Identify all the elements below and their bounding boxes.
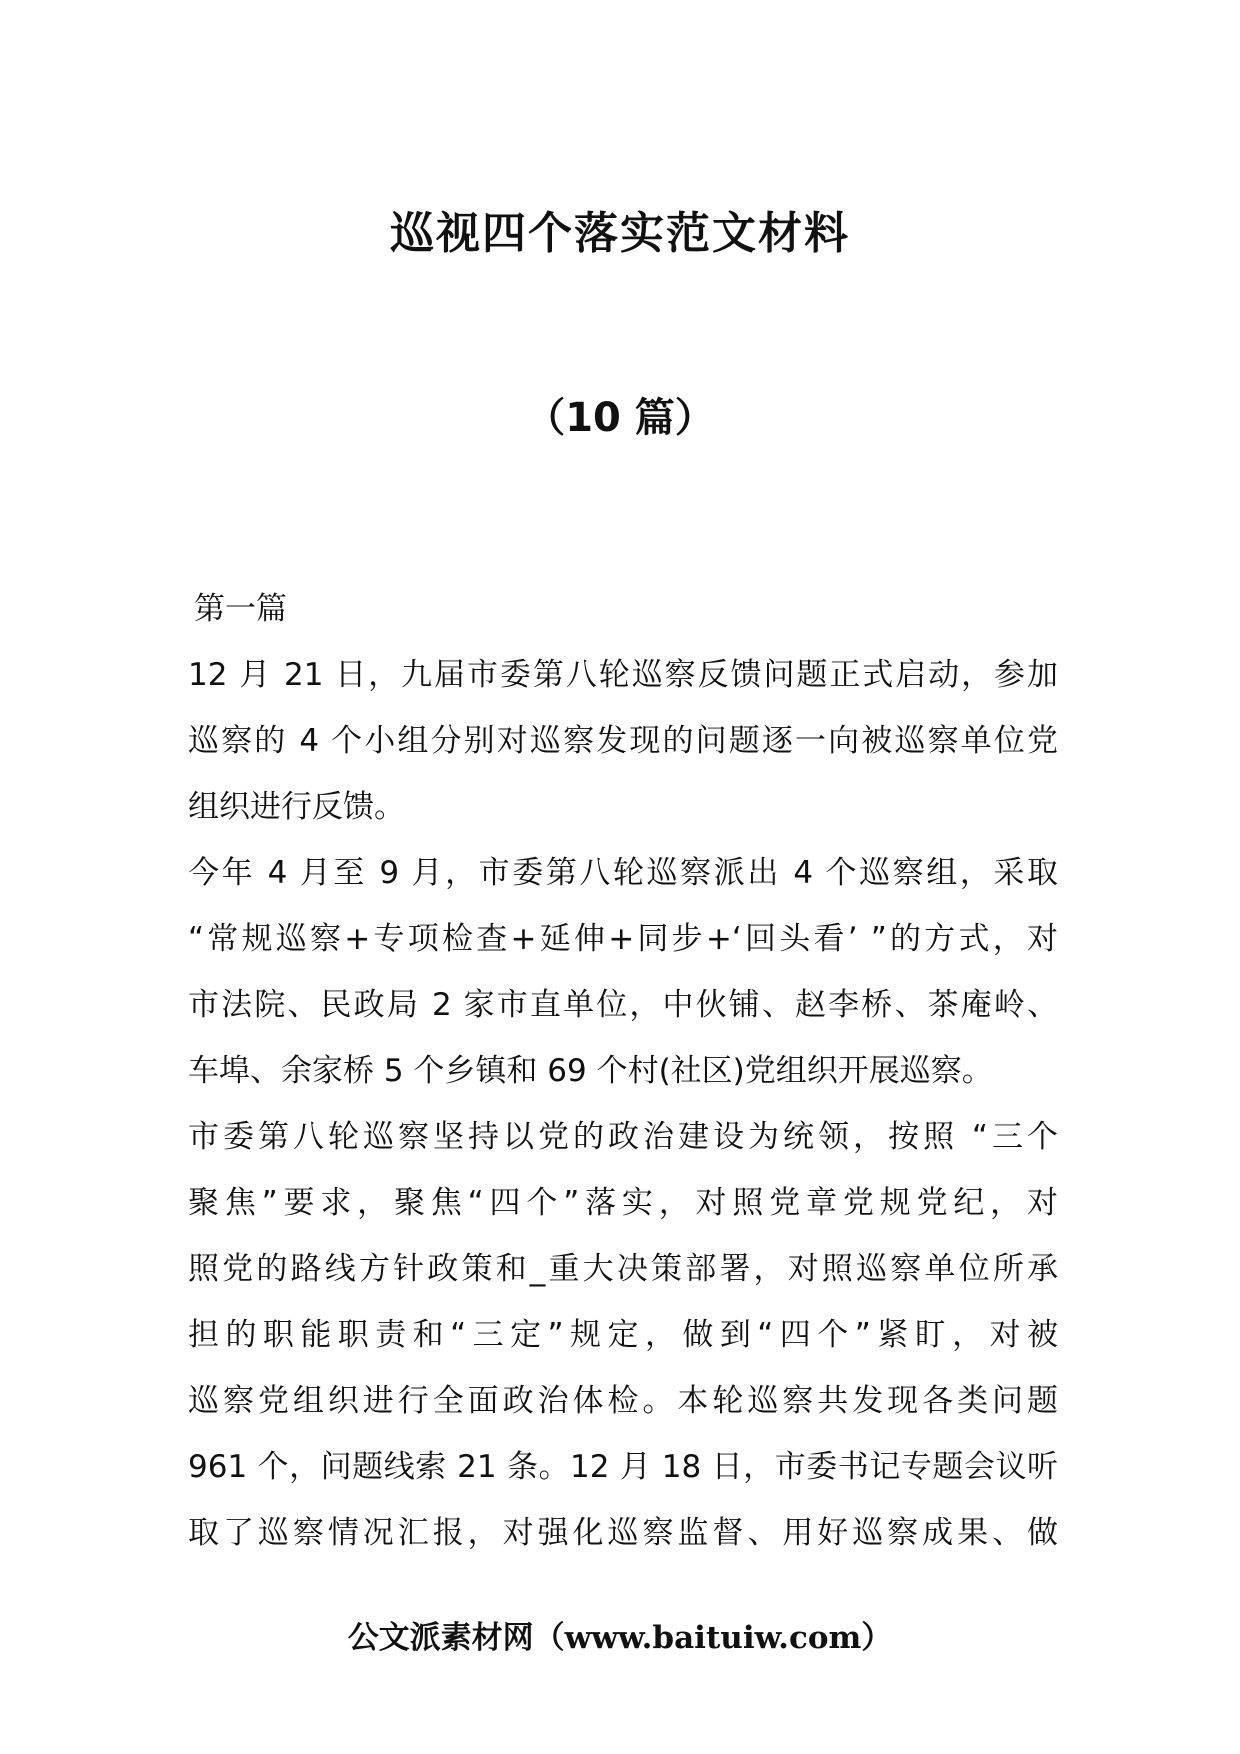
- paragraph-line: 12 月 21 日，九届市委第八轮巡察反馈问题正式启动，参加: [188, 657, 1058, 693]
- paragraph-line: 市委第八轮巡察坚持以党的政治建设为统领，按照 “三个: [188, 1119, 1058, 1155]
- paragraph-line: 取了巡察情况汇报，对强化巡察监督、用好巡察成果、做: [188, 1515, 1058, 1551]
- page-footer: 公文派素材网（www.baituiw.com）: [347, 1620, 893, 1656]
- paragraph-line: 担的职能职责和“三定”规定，做到“四个”紧盯，对被: [188, 1317, 1058, 1353]
- paragraph-line: 961 个，问题线索 21 条。12 月 18 日，市委书记专题会议听: [188, 1449, 1058, 1485]
- paragraph-line: “常规巡察+专项检查+延伸+同步+‘回头看’ ”的方式，对: [188, 921, 1058, 957]
- paragraph-line: 照党的路线方针政策和_重大决策部署，对照巡察单位所承: [188, 1251, 1058, 1287]
- paragraph-line: 巡察党组织进行全面政治体检。本轮巡察共发现各类问题: [188, 1383, 1058, 1419]
- paragraph-line: 今年 4 月至 9 月，市委第八轮巡察派出 4 个巡察组，采取: [188, 855, 1058, 891]
- paragraph-line: 聚焦”要求，聚焦“四个”落实，对照党章党规党纪，对: [188, 1185, 1058, 1221]
- paragraph-2: [188, 840, 1058, 1104]
- document-subtitle: （10 篇）: [525, 395, 715, 441]
- paragraph-line: 巡察的 4 个小组分别对巡察发现的问题逐一向被巡察单位党: [188, 723, 1058, 759]
- paragraph-3: [188, 1104, 1058, 1566]
- paragraph-line: 车埠、余家桥 5 个乡镇和 69 个村(社区)党组织开展巡察。: [188, 1053, 993, 1089]
- paragraph-line: 组织进行反馈。: [188, 789, 405, 825]
- document-body: [188, 576, 1058, 1566]
- section-heading: 第一篇: [194, 591, 287, 627]
- paragraph-line: 市法院、民政局 2 家市直单位，中伙铺、赵李桥、茶庵岭、: [188, 987, 1058, 1023]
- document-title: 巡视四个落实范文材料: [390, 208, 850, 259]
- paragraph-1: [188, 642, 1058, 840]
